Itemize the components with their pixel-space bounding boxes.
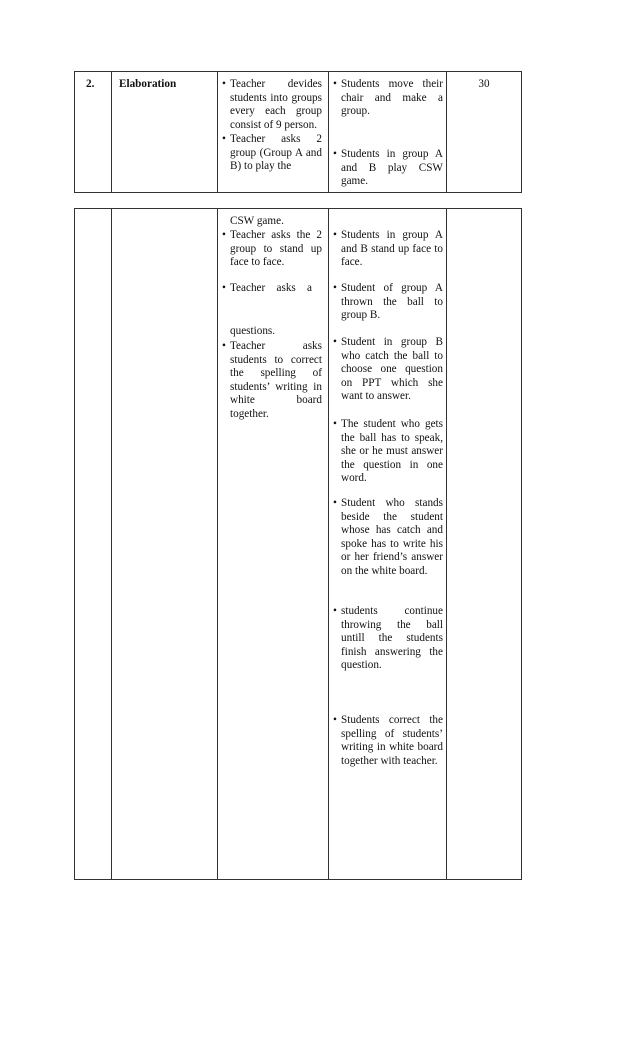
bullet-icon: • bbox=[222, 340, 226, 352]
teacher-continuation-text: CSW game. bbox=[230, 215, 284, 227]
student-item: • students continue throwing the ball untill the students finish answering the question. bbox=[333, 605, 443, 672]
student-item: • Students in group A and B play CSW game. bbox=[333, 148, 443, 188]
student-item: • Student in group B who catch the ball to choose one question on PPT which she want to answer. bbox=[333, 336, 443, 403]
bullet-icon: • bbox=[333, 714, 337, 726]
teacher-item: • Teacher asks 2 group (Group A and B) to play the bbox=[222, 133, 322, 173]
number-cell bbox=[75, 209, 112, 879]
teacher-item: • Teacher devides students into groups every each group consist of 9 person. bbox=[222, 78, 322, 131]
time-value: 30 bbox=[478, 78, 490, 90]
student-item: • The student who gets the ball has to speak, she or he must answer the question in one word. bbox=[333, 418, 443, 485]
bullet-icon: • bbox=[222, 133, 226, 145]
teacher-item: • Teacher asks students to correct the spelling of students’ writing in white board together. bbox=[222, 340, 322, 420]
bullet-icon: • bbox=[222, 78, 226, 90]
student-item: • Student who stands beside the student whose has catch and spoke has to write his or her friend’s answer on the white board. bbox=[333, 497, 443, 577]
lesson-table-continuation bbox=[74, 208, 522, 880]
student-item: • Students move their chair and make a group. bbox=[333, 78, 443, 118]
stage-cell bbox=[112, 209, 218, 879]
bullet-icon: • bbox=[333, 148, 337, 160]
bullet-icon: • bbox=[333, 605, 337, 617]
number-cell bbox=[75, 72, 112, 192]
student-item: • Students in group A and B stand up face to face. bbox=[333, 229, 443, 269]
stage-cell bbox=[112, 72, 218, 192]
bullet-icon: • bbox=[333, 282, 337, 294]
student-item: • Student of group A thrown the ball to group B. bbox=[333, 282, 443, 322]
bullet-icon: • bbox=[222, 282, 226, 294]
teacher-activity-cell bbox=[218, 209, 329, 879]
bullet-icon: • bbox=[333, 418, 337, 430]
time-cell bbox=[447, 209, 521, 879]
bullet-icon: • bbox=[333, 497, 337, 509]
bullet-icon: • bbox=[333, 229, 337, 241]
teacher-loose-text: questions. bbox=[230, 325, 276, 337]
teacher-item: • Teacher asks a bbox=[222, 282, 312, 294]
student-activity-cell bbox=[329, 72, 447, 192]
row-number: 2. bbox=[86, 78, 95, 90]
bullet-icon: • bbox=[222, 229, 226, 241]
stage-label: Elaboration bbox=[119, 78, 177, 90]
bullet-icon: • bbox=[333, 336, 337, 348]
student-item: • Students correct the spelling of students’ writing in white board together with teacher. bbox=[333, 714, 443, 767]
time-cell bbox=[447, 72, 521, 192]
student-activity-cell bbox=[329, 209, 447, 879]
teacher-activity-cell bbox=[218, 72, 329, 192]
bullet-icon: • bbox=[333, 78, 337, 90]
lesson-table-row-elaboration bbox=[74, 71, 522, 193]
teacher-item: • Teacher asks the 2 group to stand up face to face. bbox=[222, 229, 322, 269]
